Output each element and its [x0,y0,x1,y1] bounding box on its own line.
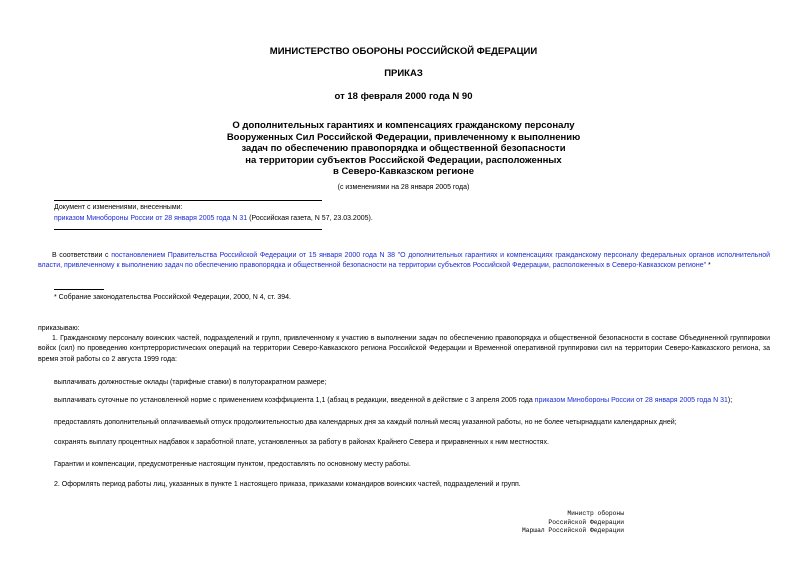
ministry-heading: МИНИСТЕРСТВО ОБОРОНЫ РОССИЙСКОЙ ФЕДЕРАЦИИ [269,46,538,57]
item-1: 1. Гражданскому персоналу воинских частей, подразделений и групп, привлеченному к участию в выполнении задач по обеспечению правопорядка и общественной безопасности в составе Объединенной группировки войск (сил) по проведению контртеррористических операций на территории Северо-Кавказского региона Российской Федерации и Временной оперативной группировки сил на территории Северо-Кавказского региона, за время этой работы со 2 августа 1999 года: [38,335,770,363]
signature-line: Министр обороны [567,510,624,517]
signature-line: Российской Федерации [548,518,624,526]
government-decree-link[interactable]: постановлением Правительства Российской Федерации от 15 января 2000 года N 38 "О дополнительных гарантиях и компенсациях гражданскому персоналу федеральных органов исполнительной власти, привлеченному к выполнению задач по обеспечению правопорядка и общественной безопасности на территории субъектов Российской Федерации, расположенных в Северо-Кавказском регионе" [38,252,771,270]
divider-bottom [54,229,322,230]
item-2: 2. Оформлять период работы лиц, указанных в пункте 1 настоящего приказа, приказами командиров воинских частей, подразделений и групп. [54,481,521,488]
basis-prefix: В соответствии с [52,252,112,259]
date-number-heading: от 18 февраля 2000 года N 90 [334,91,473,102]
changes-source: (Российская газета, N 57, 23.03.2005). [247,214,373,222]
subject-line: О дополнительных гарантиях и компенсациях гражданскому персоналу [232,120,575,131]
subject-line: в Северо-Кавказском регионе [332,166,475,178]
basis-suffix: * [706,262,711,270]
subject-line: Вооруженных Сил Российской Федерации, привлеченному к выполнению [226,131,581,143]
footnote: * Собрание законодательства Российской Федерации, 2000, N 4, ст. 394. [54,294,291,301]
subject-line: на территории субъектов Российской Федерации, расположенных [245,154,562,166]
changes-intro: Документ с изменениями, внесенными: [54,204,183,211]
item-1-salary: выплачивать должностные оклады (тарифные ставки) в полуторакратном размере; [54,379,327,386]
order-word: приказываю: [38,325,80,332]
divider-top [54,200,322,201]
item-1-leave: предоставлять дополнительный оплачиваемый отпуск продолжительностью два календарных дня за каждый полный месяц указанной работы, но не более четырнадцати календарных дней; [54,419,677,426]
changes-line [54,214,373,225]
per-diem-amendment-link[interactable]: приказом Минобороны России от 28 января 2005 года N 31 [534,397,728,404]
doc-type-heading: ПРИКАЗ [384,68,423,79]
basis-paragraph [38,251,770,272]
document-subject [0,120,807,178]
amendment-order-link[interactable]: приказом Минобороны России от 28 января 2005 года N 31 [54,214,248,222]
changes-block [54,203,373,224]
footnote-divider [54,289,104,290]
item-1-allowances: сохранять выплату процентных надбавок к заработной плате, установленных за работу в районах Крайнего Севера и приравненных к ним местностях. [54,439,549,446]
signature-block [480,510,624,536]
item-1-per-diem [54,396,786,406]
per-diem-text: выплачивать суточные по установленной норме с применением коэффициента 1,1 (абзац в редакции, введенной в действие с 3 апреля 2005 года [54,397,535,404]
revision-note: (с изменениями на 28 января 2005 года) [337,184,470,191]
per-diem-suffix: ); [727,397,733,404]
item-1-guarantees: Гарантии и компенсации, предусмотренные настоящим пунктом, предоставлять по основному месту работы. [54,461,411,468]
signature-line: Маршал Российской Федерации [521,527,624,535]
subject-line: задач по обеспечению правопорядка и общественной безопасности [241,143,566,155]
